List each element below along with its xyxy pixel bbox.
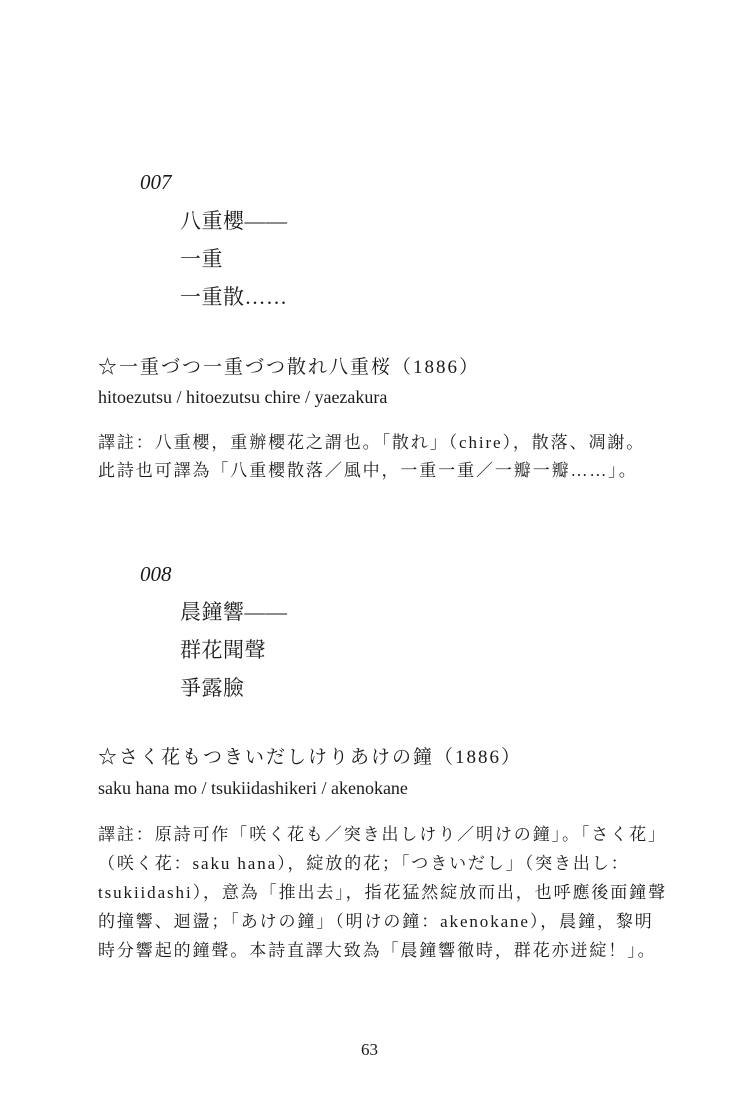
translator-note-line: 譯註：原詩可作「咲く花も／突き出しけり／明けの鐘」。「さく花」 xyxy=(98,825,667,844)
translator-note-line: 此詩也可譯為「八重櫻散落／風中，一重一重／一瓣一瓣……」。 xyxy=(98,461,638,480)
page-number: 63 xyxy=(361,1040,378,1059)
romanization: saku hana mo / tsukiidashikeri / akenokane xyxy=(98,778,408,798)
translator-note-line: 譯註：八重櫻，重辦櫻花之謂也。「散れ」（chire），散落、凋謝。 xyxy=(98,433,646,452)
poem-line: 晨鐘響—— xyxy=(180,600,288,624)
translator-note-line: 的撞響、迴盪；「あけの鐘」（明けの鐘：akenokane），晨鐘，黎明 xyxy=(98,912,654,931)
poem-line: 群花聞聲 xyxy=(180,638,266,662)
poem-line: 一重散…… xyxy=(180,285,288,309)
romanization: hitoezutsu / hitoezutsu chire / yaezakura xyxy=(98,387,388,407)
original-haiku: ☆さく花もつきいだしけりあけの鐘（1886） xyxy=(98,747,523,768)
poem-line: 八重櫻—— xyxy=(180,209,288,233)
translator-note-line: tsukiidashi），意為「推出去」，指花猛然綻放而出，也呼應後面鐘聲 xyxy=(98,883,667,902)
translator-note-line: 時分響起的鐘聲。本詩直譯大致為「晨鐘響徹時，群花亦迸綻！」。 xyxy=(98,941,657,960)
original-haiku: ☆一重づつ一重づつ散れ八重桜（1886） xyxy=(98,357,481,378)
poem-line: 爭露臉 xyxy=(180,676,245,700)
poem-line: 一重 xyxy=(180,247,223,271)
poem-number: 007 xyxy=(140,170,172,194)
translator-note-line: （咲く花：saku hana），綻放的花；「つきいだし」（突き出し： xyxy=(98,854,630,873)
poem-number: 008 xyxy=(140,562,172,586)
